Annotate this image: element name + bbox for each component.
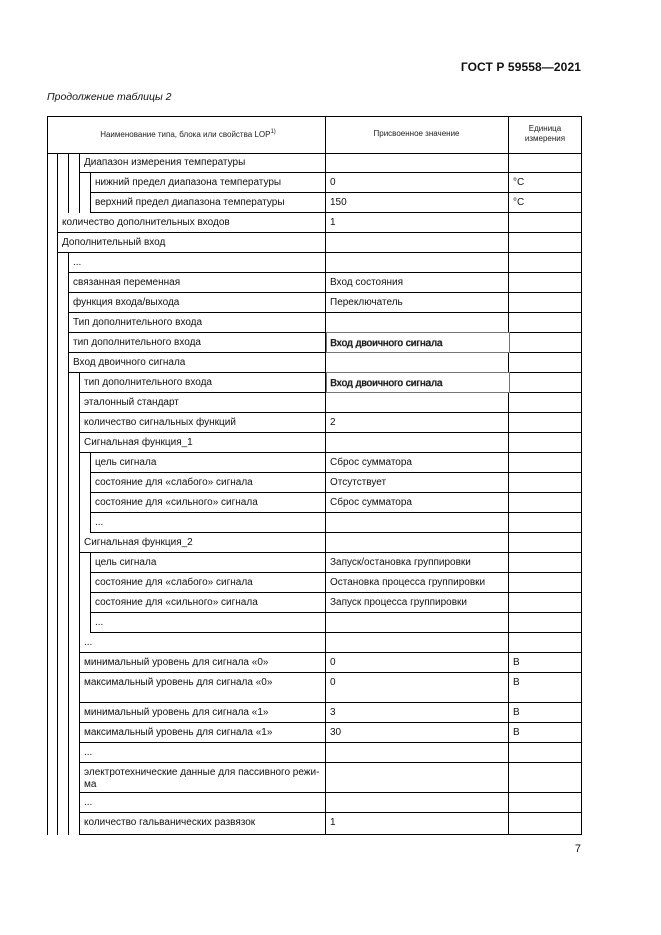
- tree-indent-line: [79, 613, 80, 633]
- row-name: Тип дополнительного входа: [73, 317, 203, 328]
- tree-indent-line: [57, 573, 58, 593]
- row-name: ...: [73, 257, 82, 268]
- tree-indent-line: [57, 153, 58, 173]
- row-name: Сигнальная функция_1: [84, 437, 193, 448]
- tree-indent-line: [68, 473, 69, 493]
- tree-indent-line: [57, 373, 58, 393]
- tree-indent-line: [57, 213, 58, 233]
- row-name: цель сигнала: [95, 557, 157, 568]
- row-unit: В: [513, 657, 520, 668]
- row-name: максимальный уровень для сигнала «0»: [84, 677, 273, 688]
- tree-indent-line: [57, 313, 58, 333]
- row-divider: [57, 252, 582, 253]
- tree-indent-line: [90, 193, 91, 213]
- row-divider: [79, 672, 582, 673]
- page-number: 7: [574, 843, 581, 855]
- row-divider: [79, 722, 582, 723]
- row-divider: [79, 702, 582, 703]
- row-name: ...: [84, 637, 93, 648]
- value-dropdown[interactable]: [326, 332, 510, 353]
- row-divider: [79, 452, 582, 453]
- table-border: [581, 116, 582, 835]
- tree-indent-line: [57, 413, 58, 433]
- row-value: Переключатель: [330, 297, 403, 308]
- row-name: минимальный уровень для сигнала «1»: [84, 707, 269, 718]
- tree-indent-line: [57, 273, 58, 293]
- column-divider: [508, 116, 509, 835]
- row-divider: [68, 292, 582, 293]
- standard-number: ГОСТ Р 59558—2021: [460, 60, 581, 74]
- row-name: состояние для «слабого» сигнала: [95, 477, 253, 488]
- row-divider: [79, 742, 582, 743]
- row-name: количество дополнительных входов: [62, 217, 230, 228]
- row-value: Вход состояния: [330, 277, 404, 288]
- row-divider: [79, 812, 582, 813]
- tree-indent-line: [79, 493, 80, 513]
- tree-indent-line: [79, 593, 80, 613]
- column-divider: [325, 116, 326, 835]
- tree-indent-line: [57, 763, 58, 793]
- row-value: 2: [330, 417, 336, 428]
- row-divider: [90, 532, 582, 533]
- row-divider: [79, 172, 582, 173]
- tree-indent-line: [68, 513, 69, 533]
- tree-indent-line: [68, 313, 69, 333]
- tree-indent-line: [79, 533, 80, 553]
- tree-indent-line: [79, 763, 80, 793]
- tree-indent-line: [79, 433, 80, 453]
- row-divider: [90, 592, 582, 593]
- tree-indent-line: [90, 573, 91, 593]
- tree-indent-line: [79, 413, 80, 433]
- row-divider: [90, 572, 582, 573]
- tree-indent-line: [68, 373, 69, 393]
- tree-indent-line: [57, 293, 58, 313]
- row-divider: [68, 312, 582, 313]
- tree-indent-line: [68, 253, 69, 273]
- tree-indent-line: [90, 493, 91, 513]
- row-name: ...: [95, 517, 104, 528]
- row-name: состояние для «слабого» сигнала: [95, 577, 253, 588]
- tree-indent-line: [68, 613, 69, 633]
- tree-indent-line: [68, 633, 69, 653]
- row-value: 3: [330, 707, 336, 718]
- tree-indent-line: [68, 793, 69, 813]
- footnote-marker: 1): [270, 129, 276, 135]
- tree-indent-line: [68, 723, 69, 743]
- column-header-name-text: Наименование типа, блока или свойства LOP: [100, 130, 271, 139]
- tree-indent-line: [79, 703, 80, 723]
- tree-indent-line: [90, 513, 91, 533]
- row-divider: [90, 472, 582, 473]
- row-name: тип дополнительного входа: [84, 377, 212, 388]
- row-value: 0: [330, 177, 336, 188]
- tree-indent-line: [79, 473, 80, 493]
- row-name: ...: [84, 797, 93, 808]
- tree-indent-line: [57, 353, 58, 373]
- tree-indent-line: [57, 743, 58, 763]
- row-value: Сброс сумматора: [330, 457, 412, 468]
- tree-indent-line: [79, 723, 80, 743]
- tree-indent-line: [57, 173, 58, 193]
- tree-indent-line: [68, 813, 69, 835]
- tree-indent-line: [79, 153, 80, 173]
- row-name: цель сигнала: [95, 457, 157, 468]
- tree-indent-line: [68, 193, 69, 213]
- dropdown-value: Вход двоичного сигнала: [330, 378, 443, 389]
- tree-indent-line: [68, 353, 69, 373]
- row-value: 30: [330, 727, 342, 738]
- tree-indent-line: [68, 653, 69, 673]
- tree-indent-line: [79, 813, 80, 835]
- row-name: Диапазон измерения температуры: [84, 157, 246, 168]
- row-name: ...: [84, 747, 93, 758]
- tree-indent-line: [57, 333, 58, 353]
- tree-indent-line: [79, 553, 80, 573]
- row-unit: В: [513, 727, 520, 738]
- column-header-name: [51, 127, 325, 140]
- table-caption: Продолжение таблицы 2: [47, 91, 172, 103]
- tree-indent-line: [57, 613, 58, 633]
- row-value: Сброс сумматора: [330, 497, 412, 508]
- row-name: эталонный стандарт: [84, 397, 179, 408]
- row-divider: [79, 412, 582, 413]
- tree-indent-line: [90, 593, 91, 613]
- tree-indent-line: [68, 293, 69, 313]
- tree-indent-line: [90, 173, 91, 193]
- tree-indent-line: [79, 633, 80, 653]
- tree-indent-line: [90, 613, 91, 633]
- tree-indent-line: [57, 673, 58, 703]
- tree-indent-line: [90, 453, 91, 473]
- tree-indent-line: [57, 493, 58, 513]
- row-divider: [68, 272, 582, 273]
- row-name: Дополнительный вход: [62, 237, 166, 248]
- tree-indent-line: [79, 513, 80, 533]
- row-divider: [79, 834, 582, 835]
- tree-indent-line: [57, 593, 58, 613]
- header-separator: [47, 153, 582, 154]
- tree-indent-line: [57, 793, 58, 813]
- row-value: Запуск/остановка группировки: [330, 557, 471, 568]
- row-unit: В: [513, 707, 520, 718]
- tree-indent-line: [68, 553, 69, 573]
- value-dropdown[interactable]: [326, 372, 510, 393]
- tree-indent-line: [57, 453, 58, 473]
- row-value: 0: [330, 657, 336, 668]
- row-divider: [90, 192, 582, 193]
- tree-indent-line: [79, 743, 80, 763]
- row-name: электротехнические данные для пассивного режи-: [84, 767, 320, 778]
- tree-indent-line: [57, 513, 58, 533]
- tree-indent-line: [68, 593, 69, 613]
- row-unit: В: [513, 677, 520, 688]
- row-name: связанная переменная: [73, 277, 181, 288]
- tree-indent-line: [57, 723, 58, 743]
- row-value: Отсутствует: [330, 477, 387, 488]
- specification-table: [47, 116, 582, 835]
- tree-indent-line: [79, 393, 80, 413]
- row-name: верхний предел диапазона температуры: [95, 197, 285, 208]
- dropdown-value: Вход двоичного сигнала: [330, 338, 443, 349]
- tree-indent-line: [57, 253, 58, 273]
- row-name: состояние для «сильного» сигнала: [95, 497, 258, 508]
- row-name: Сигнальная функция_2: [84, 537, 193, 548]
- row-name: минимальный уровень для сигнала «0»: [84, 657, 269, 668]
- tree-indent-line: [68, 153, 69, 173]
- column-header-value: Присвоенное значение: [373, 129, 460, 138]
- tree-indent-line: [57, 433, 58, 453]
- tree-indent-line: [57, 233, 58, 253]
- row-divider: [79, 652, 582, 653]
- tree-indent-line: [57, 653, 58, 673]
- row-divider: [90, 512, 582, 513]
- tree-indent-line: [68, 573, 69, 593]
- tree-indent-line: [68, 763, 69, 793]
- row-divider: [90, 212, 582, 213]
- tree-indent-line: [79, 373, 80, 393]
- tree-indent-line: [68, 413, 69, 433]
- tree-indent-line: [68, 173, 69, 193]
- tree-indent-line: [68, 703, 69, 723]
- tree-indent-line: [79, 653, 80, 673]
- tree-indent-line: [57, 703, 58, 723]
- row-divider: [79, 762, 582, 763]
- row-name: тип дополнительного входа: [73, 337, 201, 348]
- tree-indent-line: [90, 473, 91, 493]
- row-divider: [90, 612, 582, 613]
- tree-indent-line: [57, 473, 58, 493]
- row-name: нижний предел диапазона температуры: [95, 177, 282, 188]
- column-header-unit: Единица измерения: [524, 124, 566, 143]
- row-name: Вход двоичного сигнала: [73, 357, 186, 368]
- tree-indent-line: [68, 453, 69, 473]
- row-name: ма: [84, 779, 97, 790]
- tree-indent-line: [79, 453, 80, 473]
- tree-indent-line: [68, 493, 69, 513]
- tree-indent-line: [79, 193, 80, 213]
- row-divider: [90, 492, 582, 493]
- tree-indent-line: [68, 273, 69, 293]
- row-name: функция входа/выхода: [73, 297, 180, 308]
- row-value: Остановка процесса группировки: [330, 577, 486, 588]
- tree-indent-line: [57, 533, 58, 553]
- tree-indent-line: [68, 673, 69, 703]
- tree-indent-line: [79, 173, 80, 193]
- tree-indent-line: [57, 633, 58, 653]
- tree-indent-line: [68, 743, 69, 763]
- row-divider: [79, 552, 582, 553]
- tree-indent-line: [90, 553, 91, 573]
- row-value: 1: [330, 817, 336, 828]
- row-value: 0: [330, 677, 336, 688]
- row-value: Запуск процесса группировки: [330, 597, 468, 608]
- row-value: 1: [330, 217, 336, 228]
- row-name: количество гальванических развязок: [84, 817, 256, 828]
- tree-indent-line: [79, 793, 80, 813]
- tree-indent-line: [68, 393, 69, 413]
- row-name: состояние для «сильного» сигнала: [95, 597, 258, 608]
- tree-indent-line: [57, 393, 58, 413]
- row-divider: [90, 632, 582, 633]
- table-border: [47, 116, 582, 117]
- row-divider: [57, 232, 582, 233]
- tree-indent-line: [57, 193, 58, 213]
- tree-indent-line: [79, 573, 80, 593]
- row-name: ...: [95, 617, 104, 628]
- tree-indent-line: [68, 533, 69, 553]
- tree-indent-line: [68, 433, 69, 453]
- tree-indent-line: [68, 333, 69, 353]
- row-divider: [79, 432, 582, 433]
- row-name: количество сигнальных функций: [84, 417, 236, 428]
- tree-indent-line: [57, 553, 58, 573]
- row-divider: [79, 792, 582, 793]
- tree-indent-line: [79, 673, 80, 703]
- row-unit: °C: [513, 177, 525, 188]
- row-unit: °C: [513, 197, 525, 208]
- row-value: 150: [330, 197, 347, 208]
- tree-indent-line: [57, 813, 58, 835]
- row-name: максимальный уровень для сигнала «1»: [84, 727, 273, 738]
- table-border: [47, 116, 48, 835]
